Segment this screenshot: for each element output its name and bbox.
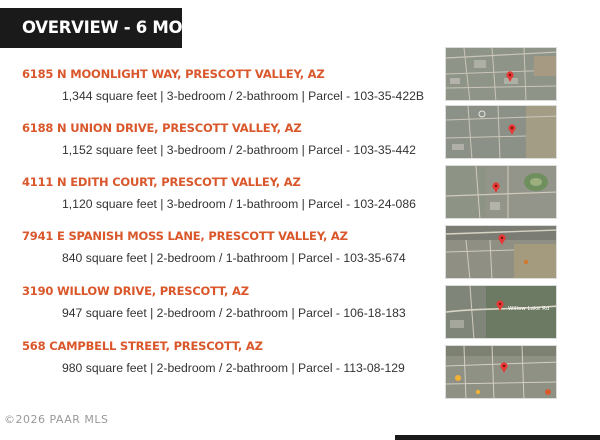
property-item [0, 339, 600, 397]
map-thumbnail [445, 47, 557, 101]
aerial-map-image [446, 166, 557, 219]
aerial-map-image [446, 346, 557, 399]
road-label: Willow Lake Rd [508, 306, 550, 312]
map-thumbnail [445, 285, 557, 339]
property-details: 1,120 square feet | 3-bedroom / 1-bathroom | Parcel - 103-24-086 [62, 197, 416, 211]
map-thumbnail [445, 165, 557, 219]
map-thumbnail [445, 345, 557, 399]
property-details: 1,152 square feet | 3-bedroom / 2-bathroom | Parcel - 103-35-442 [62, 143, 416, 157]
aerial-map-image [446, 226, 557, 279]
page-title: OVERVIEW - 6 MOBILE [22, 18, 222, 37]
property-address: 7941 E SPANISH MOSS LANE, PRESCOTT VALLEY, AZ [22, 229, 348, 243]
property-address: 4111 N EDITH COURT, PRESCOTT VALLEY, AZ [22, 175, 301, 189]
aerial-map-image [446, 48, 557, 101]
property-address: 6188 N UNION DRIVE, PRESCOTT VALLEY, AZ [22, 121, 302, 135]
property-address: 568 CAMPBELL STREET, PRESCOTT, AZ [22, 339, 263, 353]
copyright-notice: ©2026 PAAR MLS [4, 413, 109, 426]
aerial-map-image [446, 286, 557, 339]
property-item [0, 229, 600, 287]
footer-bar [395, 435, 600, 440]
map-thumbnail [445, 105, 557, 159]
map-thumbnail [445, 225, 557, 279]
property-details: 840 square feet | 2-bedroom / 1-bathroom | Parcel - 103-35-674 [62, 251, 406, 265]
property-details: 980 square feet | 2-bedroom / 2-bathroom | Parcel - 113-08-129 [62, 361, 405, 375]
property-address: 6185 N MOONLIGHT WAY, PRESCOTT VALLEY, AZ [22, 67, 325, 81]
property-address: 3190 WILLOW DRIVE, PRESCOTT, AZ [22, 284, 249, 298]
aerial-map-image [446, 106, 557, 159]
property-details: 1,344 square feet | 3-bedroom / 2-bathroom | Parcel - 103-35-422B [62, 89, 425, 103]
property-details: 947 square feet | 2-bedroom / 2-bathroom | Parcel - 106-18-183 [62, 306, 406, 320]
property-item [0, 284, 600, 342]
